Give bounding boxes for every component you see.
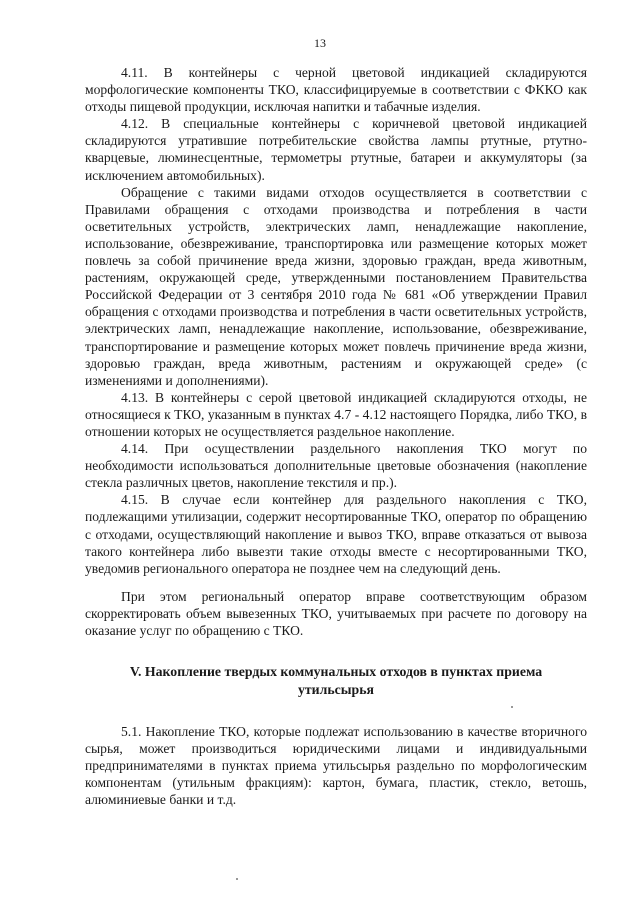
scan-speck-mark	[511, 706, 513, 708]
heading-spacer-top	[85, 639, 587, 663]
paragraph-4-11: 4.11. В контейнеры с черной цветовой индикацией складируются морфологические компоненты ТКО, классифицируемые в соответствии с ФККО как отходы пищевой продукции, исключая напитки и табачные изделия.	[85, 65, 587, 115]
paragraph-5-1: 5.1. Накопление ТКО, которые подлежат использованию в качестве вторичного сырья, может производиться юридическими лицами и индивидуальными предпринимателями в пунктах приема утильсырья раздельно по морфологическим компонентам (утильным фракциям): картон, бумага, пластик, стекло, ветошь, алюминиевые банки и т.д.	[85, 724, 587, 808]
paragraph-4-12: 4.12. В специальные контейнеры с коричневой цветовой индикацией складируются утратившие потребительские свойства лампы ртутные, ртутно-кварцевые, люминесцентные, термометры ртутные, батареи и аккумуляторы (за исключением автомобильных).	[85, 116, 587, 183]
heading-spacer-bottom	[85, 698, 587, 723]
paragraph-operator-adjustment: При этом региональный оператор вправе соответствующим образом скорректировать объем вывезенных ТКО, учитываемых при расчете по договору на оказание услуг по обращению с ТКО.	[85, 588, 587, 638]
section-heading: V. Накопление твердых коммунальных отходов в пунктах приема утильсырья	[129, 664, 543, 697]
paragraph-handling-rules: Обращение с такими видами отходов осуществляется в соответствии с Правилами обращения с отходами производства и потребления в части осветительных устройств, электрических ламп, ненадлежащие накопление, использование, обезвреживание, транспортировка или размещение которых может повлечь за собой причинение вреда жизни, здоровью граждан, вреда животным, растениям, окружающей среде, утвержденными постановлением Правительства Российской Федерации от 3 сентября 2010 года № 681 «Об утверждении Правил обращения с отходами производства и потребления в части осветительных устройств, электрических ламп, ненадлежащие накопление, использование, обезвреживание, транспортирование и размещение которых может повлечь причинение вреда жизни, здоровью граждан, вреда животным, растениям и окружающей среде» (с изменениями и дополнениями).	[85, 184, 587, 388]
document-body	[85, 64, 587, 809]
paragraph-spacer	[85, 577, 587, 588]
scan-speck-mark	[236, 878, 238, 880]
paragraph-4-13: 4.13. В контейнеры с серой цветовой индикацией складируются отходы, не относящиеся к ТКО, указанным в пунктах 4.7 - 4.12 настоящего Порядка, либо ТКО, в отношении которых не осуществляется раздельное накопление.	[85, 389, 587, 439]
paragraph-4-15: 4.15. В случае если контейнер для раздельного накопления с ТКО, подлежащими утилизации, содержит несортированные ТКО, оператор по обращению с отходами, осуществляющий накопление и вывоз ТКО, вправе отказаться от вывоза такого контейнера либо вывезти такие отходы вместе с несортированными ТКО, уведомив регионального оператора не позднее чем на следующий день.	[85, 492, 587, 576]
page-number: 13	[314, 36, 326, 50]
paragraph-4-14: 4.14. При осуществлении раздельного накопления ТКО могут по необходимости использоваться дополнительные цветовые обозначения (накопление стекла различных цветов, накопление текстиля и пр.).	[85, 441, 587, 491]
